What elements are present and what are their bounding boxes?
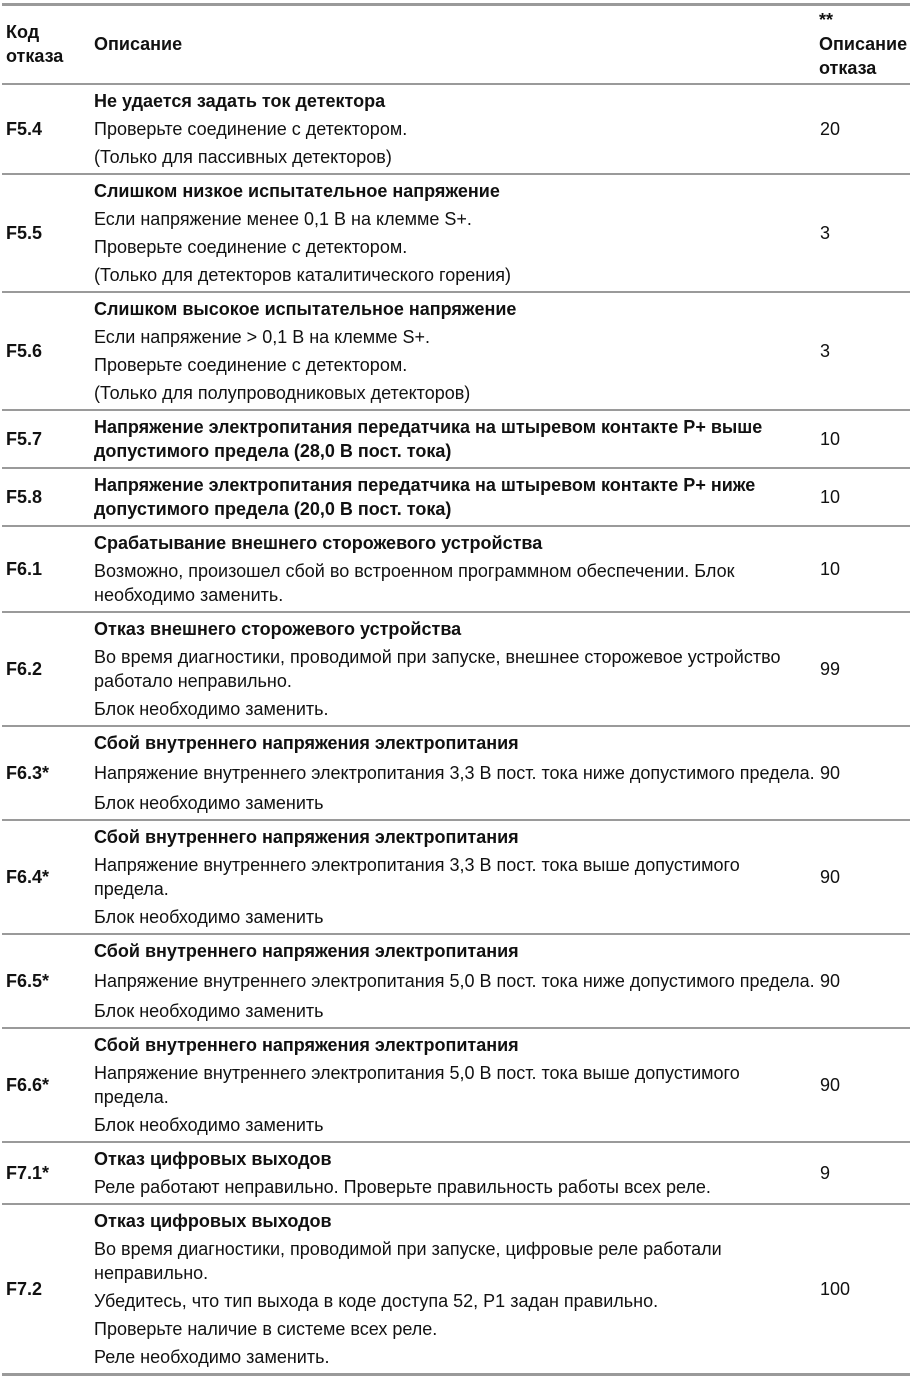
fault-note-number: 90 <box>815 1028 910 1142</box>
fault-description-line: Блок необходимо заменить <box>94 793 324 813</box>
fault-description-line: Напряжение внутреннего электропитания 5,0 В пост. тока ниже допустимого предела. <box>94 971 815 991</box>
table-row <box>2 84 910 174</box>
fault-description-line: Проверьте соединение с детектором. <box>94 119 408 139</box>
fault-title: Срабатывание внешнего сторожевого устройства <box>94 533 543 553</box>
fault-title: Слишком высокое испытательное напряжение <box>94 299 517 319</box>
fault-description-line: Напряжение внутреннего электропитания 3,3 В пост. тока выше допустимого предела. <box>94 855 740 899</box>
fault-description-line: Реле необходимо заменить. <box>94 1347 330 1367</box>
fault-description-line: Возможно, произошел сбой во встроенном программном обеспечении. Блок необходимо заменить. <box>94 561 735 605</box>
fault-description <box>90 820 815 934</box>
fault-description <box>90 1204 815 1375</box>
fault-description <box>90 612 815 726</box>
fault-description-line: Убедитесь, что тип выхода в коде доступа 52, P1 задан правильно. <box>94 1291 659 1311</box>
fault-description <box>90 84 815 174</box>
fault-code: F5.5 <box>2 174 90 292</box>
fault-title: Отказ цифровых выходов <box>94 1211 332 1231</box>
fault-title: Отказ внешнего сторожевого устройства <box>94 619 462 639</box>
fault-description <box>90 174 815 292</box>
fault-code: F5.7 <box>2 410 90 468</box>
fault-note-number: 90 <box>815 820 910 934</box>
fault-description <box>90 468 815 526</box>
fault-code: F6.1 <box>2 526 90 612</box>
fault-description-line: Если напряжение менее 0,1 В на клемме S+. <box>94 209 472 229</box>
fault-title: Слишком низкое испытательное напряжение <box>94 181 500 201</box>
fault-title: Сбой внутреннего напряжения электропитания <box>94 733 519 753</box>
table-row <box>2 1142 910 1204</box>
fault-description-line: Блок необходимо заменить <box>94 907 324 927</box>
fault-title: Сбой внутреннего напряжения электропитания <box>94 941 519 961</box>
fault-description-line: (Только для пассивных детекторов) <box>94 147 392 167</box>
table-row <box>2 820 910 934</box>
fault-code: F6.2 <box>2 612 90 726</box>
header-note: ** Описание отказа <box>815 5 910 85</box>
fault-description <box>90 934 815 1028</box>
fault-code: F6.3* <box>2 726 90 820</box>
table-header-row <box>2 5 910 85</box>
header-description: Описание <box>90 5 815 85</box>
table-row <box>2 292 910 410</box>
fault-description-line: Если напряжение > 0,1 В на клемме S+. <box>94 327 431 347</box>
fault-code: F7.2 <box>2 1204 90 1375</box>
fault-description-line: Напряжение внутреннего электропитания 5,0 В пост. тока выше допустимого предела. <box>94 1063 740 1107</box>
fault-description-line: Во время диагностики, проводимой при запуске, внешнее сторожевое устройство работало неправильно. <box>94 647 781 691</box>
fault-note-number: 90 <box>815 934 910 1028</box>
table-row <box>2 726 910 820</box>
fault-title: Не удается задать ток детектора <box>94 91 386 111</box>
fault-description <box>90 1142 815 1204</box>
fault-title: Сбой внутреннего напряжения электропитания <box>94 1035 519 1055</box>
fault-description-line: Проверьте соединение с детектором. <box>94 355 408 375</box>
table-row <box>2 410 910 468</box>
table-row <box>2 526 910 612</box>
fault-code: F6.5* <box>2 934 90 1028</box>
fault-note-number: 3 <box>815 292 910 410</box>
fault-code: F5.4 <box>2 84 90 174</box>
fault-title: Напряжение электропитания передатчика на штыревом контакте P+ выше допустимого предела (28,0 В пост. тока) <box>94 417 763 461</box>
header-code: Код отказа <box>2 5 90 85</box>
table-row <box>2 174 910 292</box>
table-body <box>2 84 910 1375</box>
fault-description-line: Блок необходимо заменить <box>94 1001 324 1021</box>
fault-note-number: 9 <box>815 1142 910 1204</box>
fault-title: Напряжение электропитания передатчика на штыревом контакте P+ ниже допустимого предела (20,0 В пост. тока) <box>94 475 756 519</box>
fault-code: F7.1* <box>2 1142 90 1204</box>
fault-title: Сбой внутреннего напряжения электропитания <box>94 827 519 847</box>
fault-code: F5.8 <box>2 468 90 526</box>
fault-note-number: 20 <box>815 84 910 174</box>
fault-code: F5.6 <box>2 292 90 410</box>
fault-code: F6.4* <box>2 820 90 934</box>
fault-codes-table <box>2 3 910 1376</box>
table-row <box>2 1204 910 1375</box>
fault-title: Отказ цифровых выходов <box>94 1149 332 1169</box>
fault-description <box>90 410 815 468</box>
fault-note-number: 100 <box>815 1204 910 1375</box>
fault-description <box>90 726 815 820</box>
fault-note-number: 90 <box>815 726 910 820</box>
fault-description-line: Во время диагностики, проводимой при запуске, цифровые реле работали неправильно. <box>94 1239 722 1283</box>
fault-note-number: 10 <box>815 410 910 468</box>
fault-note-number: 10 <box>815 526 910 612</box>
fault-code: F6.6* <box>2 1028 90 1142</box>
table-row <box>2 468 910 526</box>
fault-description-line: Блок необходимо заменить <box>94 1115 324 1135</box>
fault-description <box>90 526 815 612</box>
table-row <box>2 1028 910 1142</box>
fault-description-line: (Только для детекторов каталитического горения) <box>94 265 511 285</box>
fault-description-line: Реле работают неправильно. Проверьте правильность работы всех реле. <box>94 1177 711 1197</box>
fault-description-line: (Только для полупроводниковых детекторов) <box>94 383 471 403</box>
table-row <box>2 612 910 726</box>
fault-note-number: 10 <box>815 468 910 526</box>
fault-description-line: Блок необходимо заменить. <box>94 699 329 719</box>
fault-note-number: 3 <box>815 174 910 292</box>
table-row <box>2 934 910 1028</box>
fault-description <box>90 292 815 410</box>
fault-description <box>90 1028 815 1142</box>
fault-note-number: 99 <box>815 612 910 726</box>
fault-description-line: Проверьте наличие в системе всех реле. <box>94 1319 438 1339</box>
fault-description-line: Напряжение внутреннего электропитания 3,3 В пост. тока ниже допустимого предела. <box>94 763 815 783</box>
fault-description-line: Проверьте соединение с детектором. <box>94 237 408 257</box>
